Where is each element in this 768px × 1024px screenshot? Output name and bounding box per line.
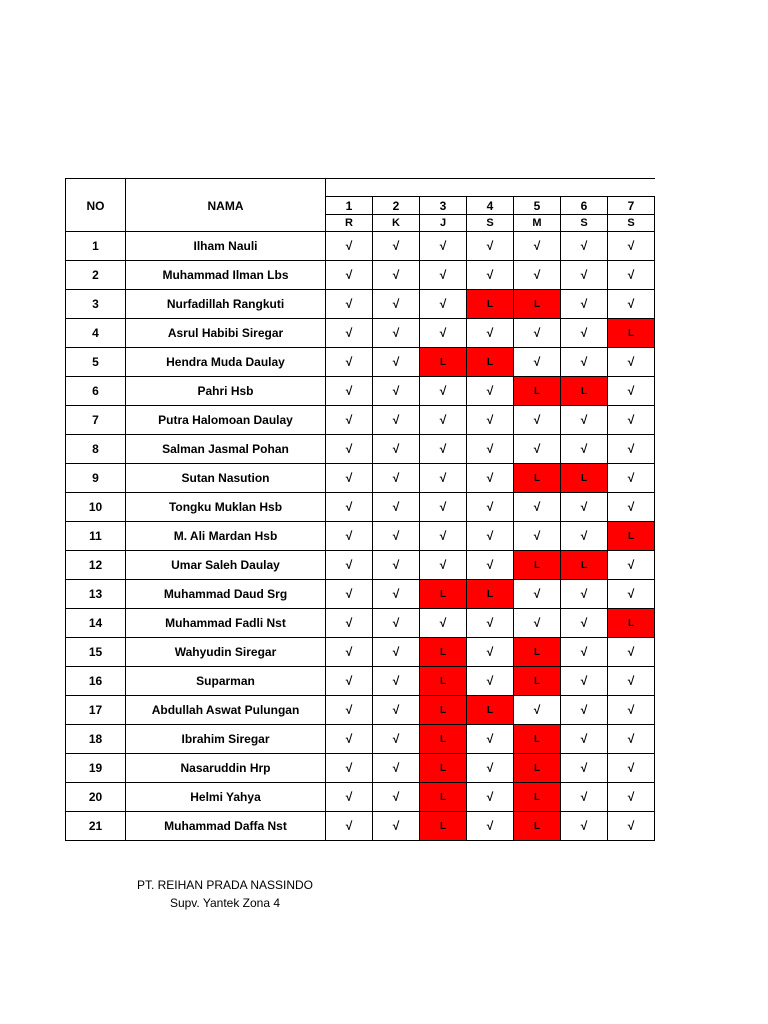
present-cell: √ <box>373 696 420 725</box>
row-number: 13 <box>66 580 126 609</box>
employee-name: Hendra Muda Daulay <box>126 348 326 377</box>
leave-cell: L <box>561 464 608 493</box>
present-cell: √ <box>608 725 655 754</box>
present-cell: √ <box>608 580 655 609</box>
present-cell: √ <box>420 609 467 638</box>
company-name: PT. REIHAN PRADA NASSINDO <box>136 878 314 892</box>
row-number: 3 <box>66 290 126 319</box>
employee-name: Sutan Nasution <box>126 464 326 493</box>
present-cell: √ <box>420 493 467 522</box>
present-cell: √ <box>420 290 467 319</box>
row-number: 15 <box>66 638 126 667</box>
present-cell: √ <box>608 232 655 261</box>
present-cell: √ <box>561 290 608 319</box>
leave-cell: L <box>420 580 467 609</box>
leave-cell: L <box>514 754 561 783</box>
supervisor-position: Supv. Yantek Zona 4 <box>169 896 281 910</box>
header-day-letter: S <box>561 215 608 232</box>
leave-cell: L <box>420 348 467 377</box>
present-cell: √ <box>467 551 514 580</box>
employee-name: Umar Saleh Daulay <box>126 551 326 580</box>
table-row <box>66 290 655 319</box>
leave-cell: L <box>467 696 514 725</box>
present-cell: √ <box>561 580 608 609</box>
table-row <box>66 464 655 493</box>
table-row <box>66 522 655 551</box>
row-number: 9 <box>66 464 126 493</box>
table-row <box>66 783 655 812</box>
present-cell: √ <box>467 464 514 493</box>
header-day-letter: R <box>326 215 373 232</box>
present-cell: √ <box>608 667 655 696</box>
row-number: 20 <box>66 783 126 812</box>
table-row <box>66 580 655 609</box>
present-cell: √ <box>608 290 655 319</box>
employee-name: Muhammad Daffa Nst <box>126 812 326 841</box>
present-cell: √ <box>561 696 608 725</box>
header-nama: NAMA <box>126 179 326 232</box>
leave-cell: L <box>608 319 655 348</box>
row-number: 7 <box>66 406 126 435</box>
present-cell: √ <box>373 609 420 638</box>
present-cell: √ <box>373 812 420 841</box>
present-cell: √ <box>514 493 561 522</box>
present-cell: √ <box>373 551 420 580</box>
present-cell: √ <box>326 232 373 261</box>
present-cell: √ <box>608 406 655 435</box>
present-cell: √ <box>326 464 373 493</box>
table-row <box>66 319 655 348</box>
present-cell: √ <box>514 261 561 290</box>
present-cell: √ <box>467 812 514 841</box>
header-day-number: 2 <box>373 197 420 215</box>
present-cell: √ <box>373 754 420 783</box>
employee-name: Nasaruddin Hrp <box>126 754 326 783</box>
present-cell: √ <box>420 406 467 435</box>
leave-cell: L <box>514 464 561 493</box>
present-cell: √ <box>514 319 561 348</box>
present-cell: √ <box>326 725 373 754</box>
leave-cell: L <box>514 667 561 696</box>
employee-name: Asrul Habibi Siregar <box>126 319 326 348</box>
present-cell: √ <box>373 464 420 493</box>
leave-cell: L <box>514 725 561 754</box>
present-cell: √ <box>561 319 608 348</box>
employee-name: M. Ali Mardan Hsb <box>126 522 326 551</box>
present-cell: √ <box>608 638 655 667</box>
row-number: 12 <box>66 551 126 580</box>
table-row <box>66 348 655 377</box>
present-cell: √ <box>326 261 373 290</box>
leave-cell: L <box>561 551 608 580</box>
header-day-letter: J <box>420 215 467 232</box>
table-row <box>66 261 655 290</box>
present-cell: √ <box>373 493 420 522</box>
header-day-letter: K <box>373 215 420 232</box>
leave-cell: L <box>467 580 514 609</box>
present-cell: √ <box>561 435 608 464</box>
present-cell: √ <box>608 754 655 783</box>
present-cell: √ <box>467 406 514 435</box>
present-cell: √ <box>608 493 655 522</box>
present-cell: √ <box>420 551 467 580</box>
present-cell: √ <box>326 812 373 841</box>
leave-cell: L <box>608 522 655 551</box>
table-row <box>66 493 655 522</box>
present-cell: √ <box>514 522 561 551</box>
present-cell: √ <box>561 261 608 290</box>
present-cell: √ <box>373 435 420 464</box>
present-cell: √ <box>326 696 373 725</box>
employee-name: Muhammad Fadli Nst <box>126 609 326 638</box>
header-day-letter: S <box>467 215 514 232</box>
header-no: NO <box>66 179 126 232</box>
present-cell: √ <box>561 754 608 783</box>
employee-name: Tongku Muklan Hsb <box>126 493 326 522</box>
header-day-letter: M <box>514 215 561 232</box>
present-cell: √ <box>326 493 373 522</box>
employee-name: Wahyudin Siregar <box>126 638 326 667</box>
present-cell: √ <box>373 348 420 377</box>
present-cell: √ <box>467 783 514 812</box>
row-number: 10 <box>66 493 126 522</box>
row-number: 11 <box>66 522 126 551</box>
present-cell: √ <box>561 406 608 435</box>
table-row <box>66 406 655 435</box>
leave-cell: L <box>420 725 467 754</box>
employee-name: Salman Jasmal Pohan <box>126 435 326 464</box>
employee-name: Ilham Nauli <box>126 232 326 261</box>
present-cell: √ <box>326 580 373 609</box>
employee-name: Putra Halomoan Daulay <box>126 406 326 435</box>
table-row <box>66 232 655 261</box>
row-number: 21 <box>66 812 126 841</box>
present-cell: √ <box>467 377 514 406</box>
present-cell: √ <box>608 348 655 377</box>
present-cell: √ <box>326 667 373 696</box>
row-number: 5 <box>66 348 126 377</box>
employee-name: Pahri Hsb <box>126 377 326 406</box>
leave-cell: L <box>420 812 467 841</box>
table-row <box>66 609 655 638</box>
attendance-table <box>65 178 655 841</box>
present-cell: √ <box>326 551 373 580</box>
present-cell: √ <box>420 261 467 290</box>
table-row <box>66 754 655 783</box>
present-cell: √ <box>326 319 373 348</box>
employee-name: Nurfadillah Rangkuti <box>126 290 326 319</box>
present-cell: √ <box>514 696 561 725</box>
present-cell: √ <box>514 609 561 638</box>
present-cell: √ <box>467 319 514 348</box>
employee-name: Ibrahim Siregar <box>126 725 326 754</box>
present-cell: √ <box>373 261 420 290</box>
present-cell: √ <box>608 551 655 580</box>
leave-cell: L <box>514 290 561 319</box>
present-cell: √ <box>326 406 373 435</box>
present-cell: √ <box>561 522 608 551</box>
employee-name: Helmi Yahya <box>126 783 326 812</box>
present-cell: √ <box>561 348 608 377</box>
present-cell: √ <box>514 580 561 609</box>
present-cell: √ <box>373 232 420 261</box>
present-cell: √ <box>326 377 373 406</box>
header-day-number: 7 <box>608 197 655 215</box>
table-row <box>66 377 655 406</box>
present-cell: √ <box>514 435 561 464</box>
header-day-number: 1 <box>326 197 373 215</box>
leave-cell: L <box>420 696 467 725</box>
leave-cell: L <box>514 377 561 406</box>
present-cell: √ <box>420 232 467 261</box>
leave-cell: L <box>467 348 514 377</box>
row-number: 6 <box>66 377 126 406</box>
table-row <box>66 638 655 667</box>
present-cell: √ <box>373 522 420 551</box>
present-cell: √ <box>326 435 373 464</box>
row-number: 16 <box>66 667 126 696</box>
leave-cell: L <box>561 377 608 406</box>
present-cell: √ <box>373 319 420 348</box>
present-cell: √ <box>608 696 655 725</box>
header-day-number: 6 <box>561 197 608 215</box>
present-cell: √ <box>326 522 373 551</box>
present-cell: √ <box>373 406 420 435</box>
present-cell: √ <box>467 725 514 754</box>
present-cell: √ <box>561 493 608 522</box>
present-cell: √ <box>373 783 420 812</box>
table-row <box>66 812 655 841</box>
header-day-number: 3 <box>420 197 467 215</box>
leave-cell: L <box>420 754 467 783</box>
present-cell: √ <box>561 725 608 754</box>
row-number: 4 <box>66 319 126 348</box>
present-cell: √ <box>608 783 655 812</box>
leave-cell: L <box>514 638 561 667</box>
present-cell: √ <box>326 638 373 667</box>
present-cell: √ <box>420 319 467 348</box>
present-cell: √ <box>561 609 608 638</box>
leave-cell: L <box>514 783 561 812</box>
present-cell: √ <box>467 232 514 261</box>
present-cell: √ <box>373 290 420 319</box>
present-cell: √ <box>608 435 655 464</box>
employee-name: Muhammad Ilman Lbs <box>126 261 326 290</box>
present-cell: √ <box>467 609 514 638</box>
leave-cell: L <box>608 609 655 638</box>
header-day-group <box>326 179 655 197</box>
present-cell: √ <box>514 406 561 435</box>
present-cell: √ <box>467 522 514 551</box>
present-cell: √ <box>467 261 514 290</box>
signature-block <box>65 876 385 912</box>
table-row <box>66 725 655 754</box>
present-cell: √ <box>373 580 420 609</box>
present-cell: √ <box>608 261 655 290</box>
present-cell: √ <box>467 493 514 522</box>
leave-cell: L <box>420 783 467 812</box>
present-cell: √ <box>373 667 420 696</box>
present-cell: √ <box>373 638 420 667</box>
present-cell: √ <box>420 464 467 493</box>
present-cell: √ <box>467 754 514 783</box>
present-cell: √ <box>420 435 467 464</box>
present-cell: √ <box>326 783 373 812</box>
present-cell: √ <box>373 377 420 406</box>
row-number: 8 <box>66 435 126 464</box>
present-cell: √ <box>467 638 514 667</box>
present-cell: √ <box>373 725 420 754</box>
row-number: 17 <box>66 696 126 725</box>
leave-cell: L <box>514 812 561 841</box>
leave-cell: L <box>420 667 467 696</box>
present-cell: √ <box>608 464 655 493</box>
table-row <box>66 551 655 580</box>
present-cell: √ <box>608 377 655 406</box>
present-cell: √ <box>561 667 608 696</box>
leave-cell: L <box>514 551 561 580</box>
row-number: 1 <box>66 232 126 261</box>
row-number: 2 <box>66 261 126 290</box>
present-cell: √ <box>420 522 467 551</box>
header-day-number: 5 <box>514 197 561 215</box>
present-cell: √ <box>326 754 373 783</box>
employee-name: Abdullah Aswat Pulungan <box>126 696 326 725</box>
present-cell: √ <box>514 348 561 377</box>
leave-cell: L <box>467 290 514 319</box>
present-cell: √ <box>561 638 608 667</box>
present-cell: √ <box>514 232 561 261</box>
present-cell: √ <box>326 290 373 319</box>
header-day-letter: S <box>608 215 655 232</box>
employee-name: Suparman <box>126 667 326 696</box>
row-number: 18 <box>66 725 126 754</box>
present-cell: √ <box>326 348 373 377</box>
present-cell: √ <box>467 667 514 696</box>
present-cell: √ <box>467 435 514 464</box>
table-row <box>66 667 655 696</box>
table-row <box>66 435 655 464</box>
present-cell: √ <box>561 783 608 812</box>
present-cell: √ <box>561 232 608 261</box>
row-number: 19 <box>66 754 126 783</box>
header-day-number: 4 <box>467 197 514 215</box>
present-cell: √ <box>561 812 608 841</box>
leave-cell: L <box>420 638 467 667</box>
table-row <box>66 696 655 725</box>
employee-name: Muhammad Daud Srg <box>126 580 326 609</box>
present-cell: √ <box>608 812 655 841</box>
row-number: 14 <box>66 609 126 638</box>
present-cell: √ <box>420 377 467 406</box>
present-cell: √ <box>326 609 373 638</box>
